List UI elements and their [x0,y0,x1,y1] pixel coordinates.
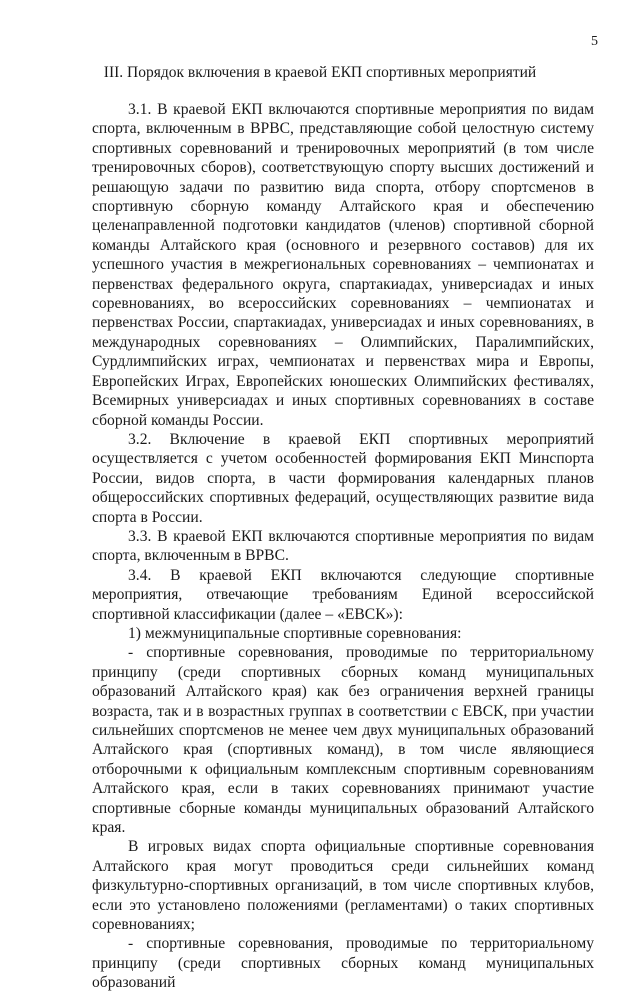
list-item-1: 1) межмуниципальные спортивные соревнования: [128,624,462,642]
paragraph-3-4: 3.4. В краевой ЕКП включаются следующие спортивные мероприятия, отвечающие требованиям Единой всероссийской спортивной классификации (далее – «ЕВСК»): [92,566,594,623]
paragraph-team-sports: В игровых видах спорта официальные спортивные соревнования Алтайского края могут проводиться среди сильнейших команд физкультурно-спортивных организаций, в том числе спортивных клубов, если это установлено положениями (регламентами) о таких спортивных соревнованиях; [92,838,594,934]
paragraph-3-1: 3.1. В краевой ЕКП включаются спортивные мероприятия по видам спорта, включенным в ВРВС, представляющие собой целостную систему спортивных соревнований и тренировочных мероприятий (в том числе тренировочных сборов), соответствующую спорту высших достижений и решающую задачи по развитию вида спорта, отбору спортсменов в спортивную сборную команду Алтайского края и обеспечению целенаправленной подготовки кандидатов (членов) спортивной сборной команды Алтайского края (основного и резервного составов) для их успешного участия в межрегиональных соревнованиях – чемпионатах и первенствах федерального округа, спартакиадах, универсиадах и иных соревнованиях, во всероссийских соревнованиях – чемпионатах и первенствах России, спартакиадах, универсиадах и иных соревнованиях, в международных соревнованиях – Олимпийских, Паралимпийских, Сурдлимпийских играх, чемпионатах и первенствах мира и Европы, Европейских Играх, Европейских юношеских Олимпийских фестивалях, Всемирных универсиадах и иных спортивных соревнованиях в составе сборной команды России. [92,101,594,429]
document-body [92,100,594,993]
page-number: 5 [591,34,598,49]
list-subitem-territorial-2: - спортивные соревнования, проводимые по территориальному принципу (среди спортивных сборных команд муниципальных образований [92,935,594,992]
list-subitem-territorial: - спортивные соревнования, проводимые по территориальному принципу (среди спортивных сборных команд муниципальных образований Алтайского края) как без ограничения верхней границы возраста, так и в возрастных группах в соответствии с ЕВСК, при участии сильнейших спортсменов не менее чем двух муниципальных образований Алтайского края (спортивных команд), в том числе являющиеся отборочными к официальным комплексным спортивным соревнованиям Алтайского края, если в таких соревнованиях принимают участие спортивные сборные команды муниципальных образований Алтайского края. [92,644,594,837]
paragraph-3-3: 3.3. В краевой ЕКП включаются спортивные мероприятия по видам спорта, включенным в ВРВС. [92,527,594,565]
section-heading: III. Порядок включения в краевой ЕКП спортивных мероприятий [103,64,537,81]
paragraph-3-2: 3.2. Включение в краевой ЕКП спортивных мероприятий осуществляется с учетом особенностей формирования ЕКП Минспорта России, видов спорта, в части формирования календарных планов общероссийских спортивных федераций, осуществляющих развитие вида спорта в России. [92,430,594,526]
